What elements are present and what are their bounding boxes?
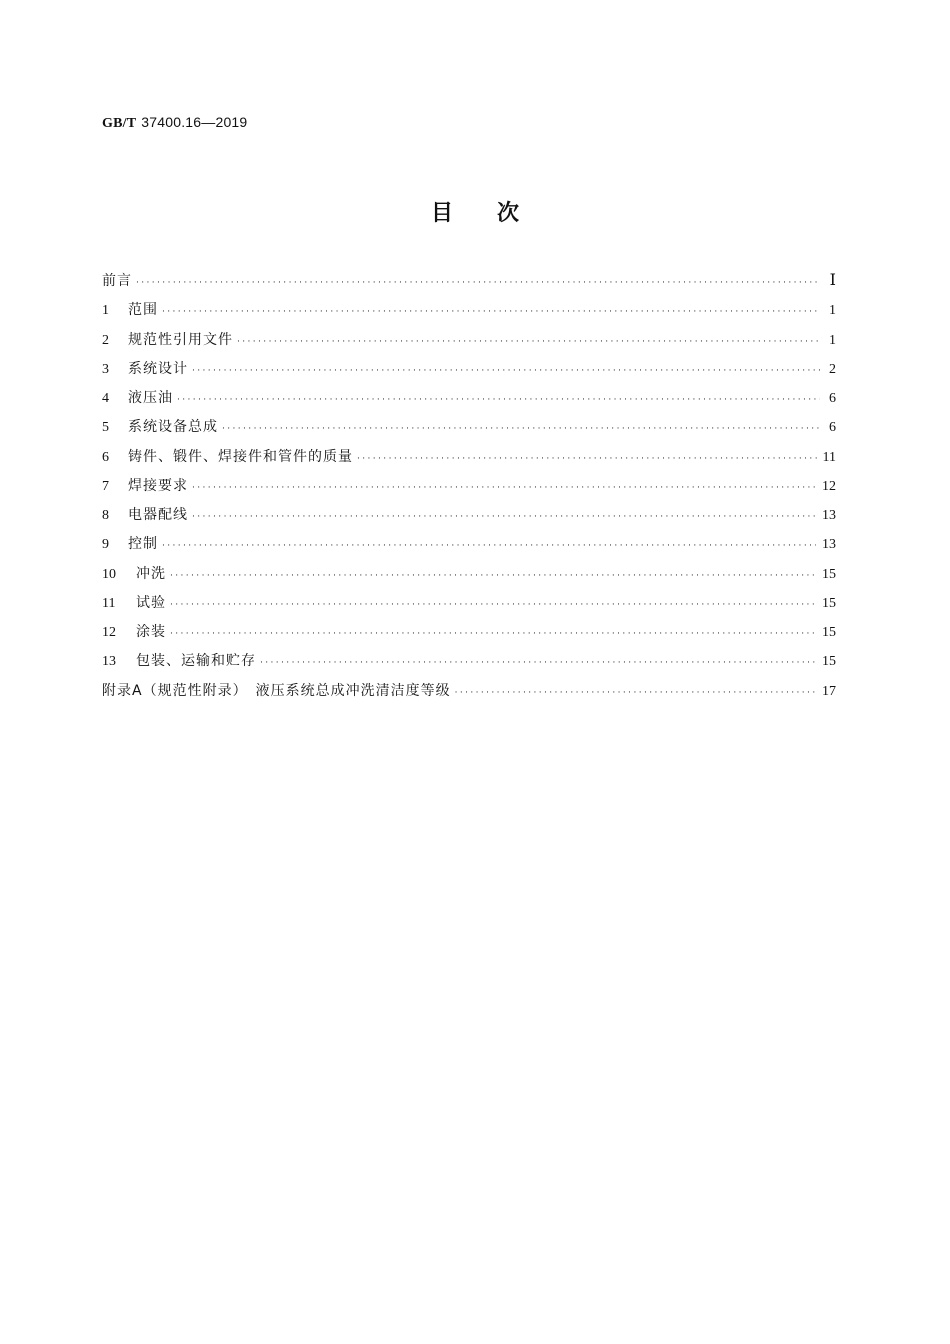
toc-leader-dots (192, 513, 816, 522)
toc-leader-dots (455, 689, 816, 698)
toc-entry-label: 试验 (136, 594, 166, 611)
toc-entry-annex-a[interactable] (102, 680, 836, 709)
toc-entry-page: 15 (822, 625, 836, 640)
toc-entry-label: 焊接要求 (128, 477, 188, 494)
toc-entry-number: 6 (102, 449, 109, 465)
toc-entry-page: 6 (829, 391, 836, 406)
toc-entry-number: 12 (102, 625, 116, 640)
toc-entry-9[interactable] (102, 533, 836, 562)
toc-entry-foreword[interactable] (102, 270, 836, 299)
toc-entry-12[interactable] (102, 621, 836, 650)
toc-entry-label: 冲洗 (136, 565, 166, 582)
toc-entry-page: 15 (822, 595, 836, 611)
toc-entry-label: 规范性引用文件 (128, 331, 233, 348)
toc-leader-dots (170, 630, 816, 639)
toc-entry-10[interactable] (102, 563, 836, 592)
toc-leader-dots (162, 542, 816, 551)
toc-leader-dots (260, 659, 816, 668)
toc-entry-number: 2 (102, 332, 109, 348)
toc-entry-label: 系统设备总成 (128, 419, 218, 436)
toc-leader-dots (192, 484, 816, 493)
toc-entry-page: 15 (822, 654, 836, 670)
standard-prefix: GB/T (102, 116, 137, 131)
toc-leader-dots (237, 338, 820, 347)
toc-leader-dots (357, 455, 817, 464)
toc-entry-number: 9 (102, 537, 109, 553)
toc-entry-page: 11 (822, 449, 836, 465)
toc-entry-number: 8 (102, 508, 109, 523)
toc-leader-dots (136, 279, 820, 288)
toc-entry-number: 7 (102, 478, 109, 494)
toc-entry-number: 4 (102, 391, 109, 406)
toc-leader-dots (192, 367, 820, 376)
toc-entry-label: 前言 (102, 273, 132, 289)
toc-entry-number: 3 (102, 361, 109, 377)
toc-leader-dots (170, 601, 816, 610)
toc-entry-number: 10 (102, 566, 116, 582)
toc-entry-page: 13 (822, 508, 836, 523)
toc-entry-page: 2 (829, 361, 836, 377)
toc-entry-label: 电器配线 (128, 507, 188, 523)
toc-entry-page: 6 (829, 420, 836, 436)
toc-leader-dots (162, 308, 820, 317)
toc-entry-number: 11 (102, 595, 116, 611)
toc-leader-dots (177, 396, 820, 405)
toc-leader-dots (222, 425, 820, 434)
toc-entry-11[interactable] (102, 592, 836, 621)
toc-leader-dots (170, 572, 816, 581)
toc-entry-number: 1 (102, 303, 109, 319)
toc-entry-7[interactable] (102, 475, 836, 504)
table-of-contents (102, 270, 836, 709)
toc-entry-page: 13 (822, 537, 836, 553)
toc-entry-page: 12 (822, 478, 836, 494)
page-title: 目次 (430, 201, 563, 226)
toc-entry-8[interactable] (102, 504, 836, 533)
toc-entry-page: 1 (829, 332, 836, 348)
toc-entry-4[interactable] (102, 387, 836, 416)
toc-entry-label: 涂装 (136, 624, 166, 640)
toc-entry-3[interactable] (102, 358, 836, 387)
toc-entry-6[interactable] (102, 446, 836, 475)
toc-entry-label: 附录A（规范性附录） 液压系统总成冲洗清洁度等级 (102, 682, 451, 699)
toc-entry-label: 范围 (128, 302, 158, 319)
standard-code (102, 114, 247, 132)
standard-number: 37400.16—2019 (141, 114, 248, 130)
toc-entry-label: 系统设计 (128, 360, 188, 377)
toc-entry-label: 控制 (128, 536, 158, 553)
toc-entry-label: 铸件、锻件、焊接件和管件的质量 (128, 448, 353, 465)
toc-entry-label: 包装、运输和贮存 (136, 653, 256, 670)
toc-entry-1[interactable] (102, 299, 836, 328)
toc-entry-number: 13 (102, 654, 116, 670)
toc-entry-page: 1 (829, 303, 836, 319)
toc-entry-label: 液压油 (128, 390, 173, 406)
toc-entry-number: 5 (102, 420, 109, 436)
toc-entry-page: 17 (822, 683, 836, 699)
toc-entry-2[interactable] (102, 329, 836, 358)
toc-entry-page: 15 (822, 566, 836, 582)
toc-entry-5[interactable] (102, 416, 836, 445)
toc-entry-13[interactable] (102, 650, 836, 679)
toc-entry-page: Ⅰ (829, 272, 836, 289)
